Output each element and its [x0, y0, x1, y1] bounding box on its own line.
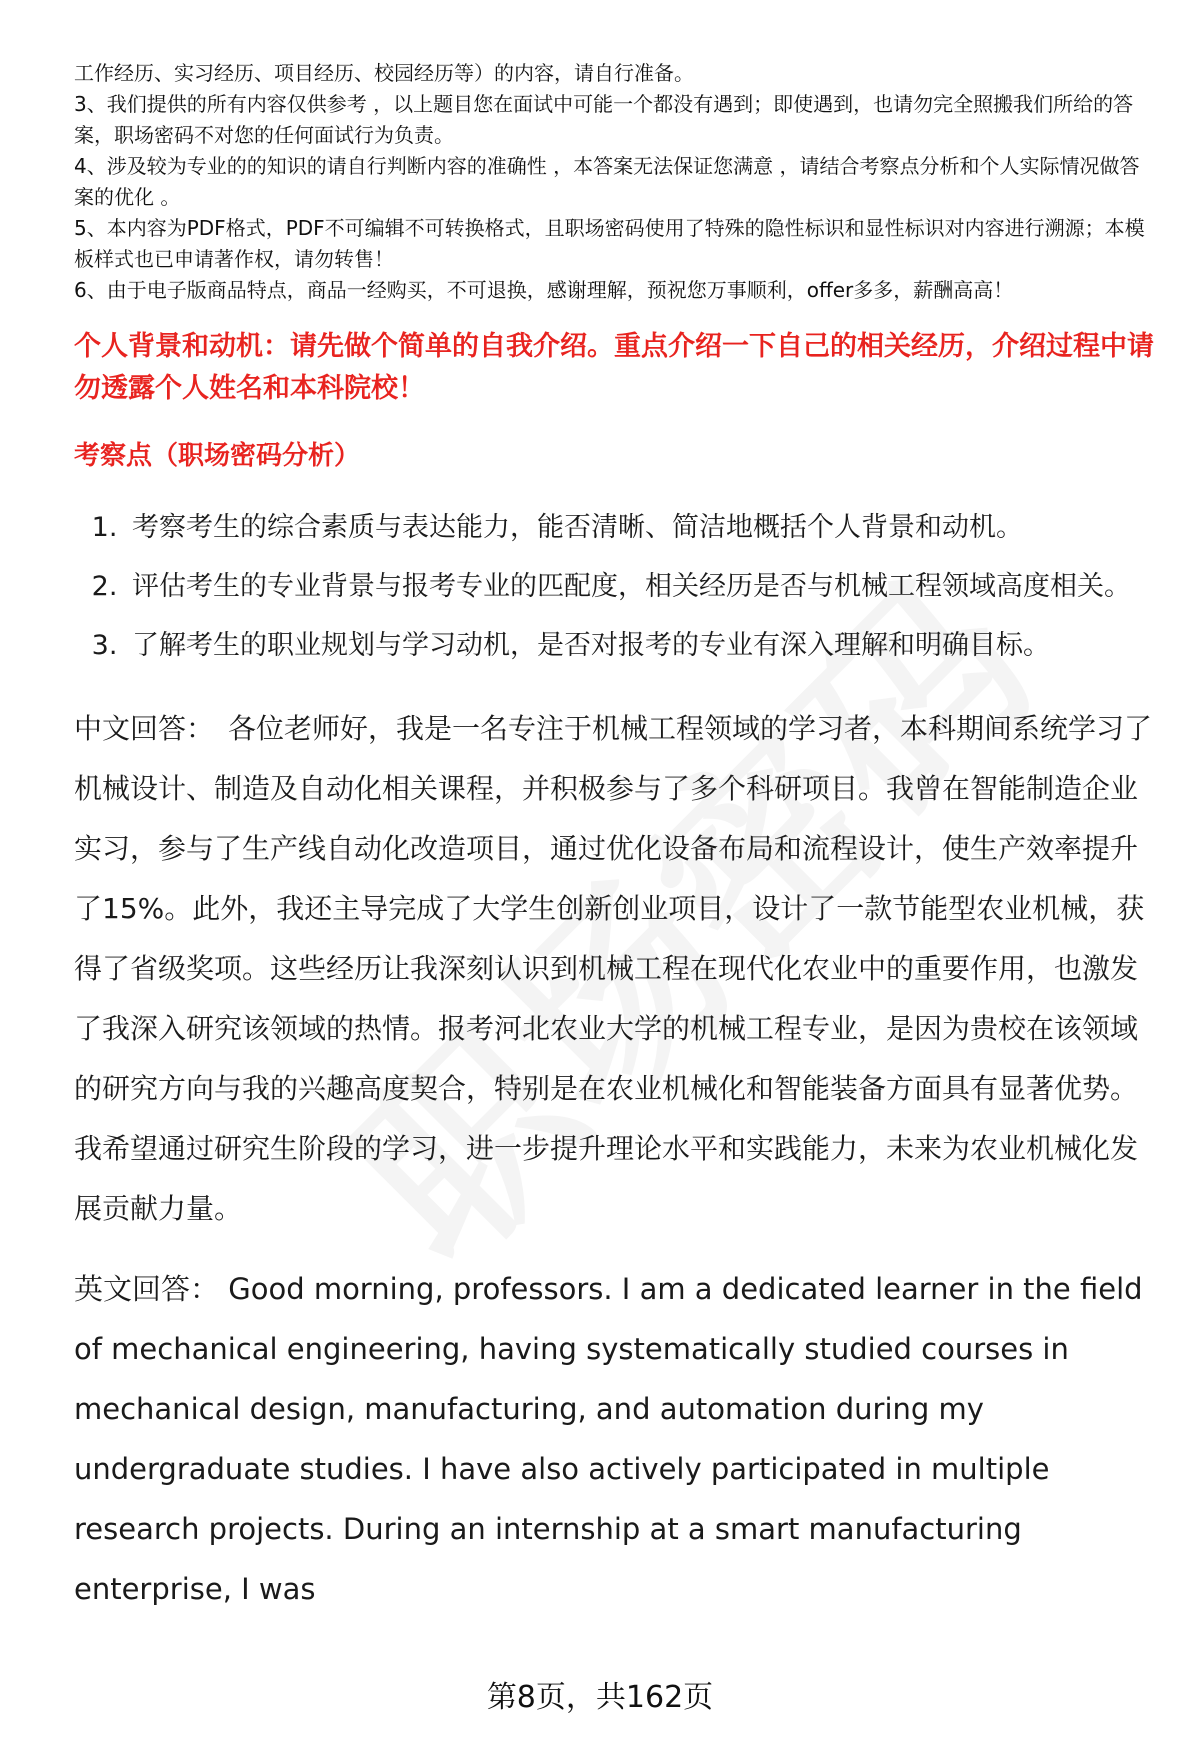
page-footer: 第8页，共162页: [486, 1680, 714, 1715]
document-page: [74, 58, 1154, 1619]
answer-english-label: 英文回答：: [74, 1272, 220, 1306]
point-item: 1. 考察考生的综合素质与表达能力，能否清晰、简洁地概括个人背景和动机。: [126, 498, 1154, 557]
note-line: 6、由于电子版商品特点，商品一经购买，不可退换，感谢理解，预祝您万事顺利，offer多多，薪酬高高！: [74, 278, 1014, 302]
note-line: 4、涉及较为专业的的知识的请自行判断内容的准确性 ，本答案无法保证您满意 ，请结合考察点分析和个人实际情况做答案的优化 。: [74, 154, 1140, 209]
notes-section: [74, 58, 1154, 306]
note-line: 3、我们提供的所有内容仅供参考 ，以上题目您在面试中可能一个都没有遇到；即使遇到，也请勿完全照搬我们所给的答案，职场密码不对您的任何面试行为负责。: [74, 92, 1134, 147]
answer-chinese-label: 中文回答：: [74, 712, 215, 745]
points-list: [74, 498, 1154, 675]
answer-english-text: Good morning, professors. I am a dedicated learner in the field of mechanical engineering, having systematically studied courses in mechanical design, manufacturing, and automation during my undergraduate studies. I have also actively participated in multiple research projects. During an internship at a smart manufacturing enterprise, I was: [74, 1272, 1143, 1606]
answer-chinese-text: 各位老师好，我是一名专注于机械工程领域的学习者，本科期间系统学习了机械设计、制造及自动化相关课程，并积极参与了多个科研项目。我曾在智能制造企业实习，参与了生产线自动化改造项目，通过优化设备布局和流程设计，使生产效率提升了15%。此外，我还主导完成了大学生创新创业项目，设计了一款节能型农业机械，获得了省级奖项。这些经历让我深刻认识到机械工程在现代化农业中的重要作用，也激发了我深入研究该领域的热情。报考河北农业大学的机械工程专业，是因为贵校在该领域的研究方向与我的兴趣高度契合，特别是在农业机械化和智能装备方面具有显著优势。我希望通过研究生阶段的学习，进一步提升理论水平和实践能力，未来为农业机械化发展贡献力量。: [74, 712, 1153, 1225]
note-line: 工作经历、实习经历、项目经历、校园经历等）的内容，请自行准备。: [74, 61, 694, 85]
answer-chinese: [74, 699, 1154, 1239]
question-heading: 个人背景和动机：请先做个简单的自我介绍。重点介绍一下自己的相关经历，介绍过程中请勿透露个人姓名和本科院校！: [74, 331, 1154, 404]
points-heading: 考察点（职场密码分析）: [74, 441, 361, 471]
note-line: 5、本内容为PDF格式，PDF不可编辑不可转换格式，且职场密码使用了特殊的隐性标识和显性标识对内容进行溯源；本模板样式也已申请著作权，请勿转售！: [74, 216, 1145, 271]
point-item: 2. 评估考生的专业背景与报考专业的匹配度，相关经历是否与机械工程领域高度相关。: [126, 557, 1154, 616]
answer-english: [74, 1259, 1154, 1619]
point-item: 3. 了解考生的职业规划与学习动机，是否对报考的专业有深入理解和明确目标。: [126, 616, 1154, 675]
